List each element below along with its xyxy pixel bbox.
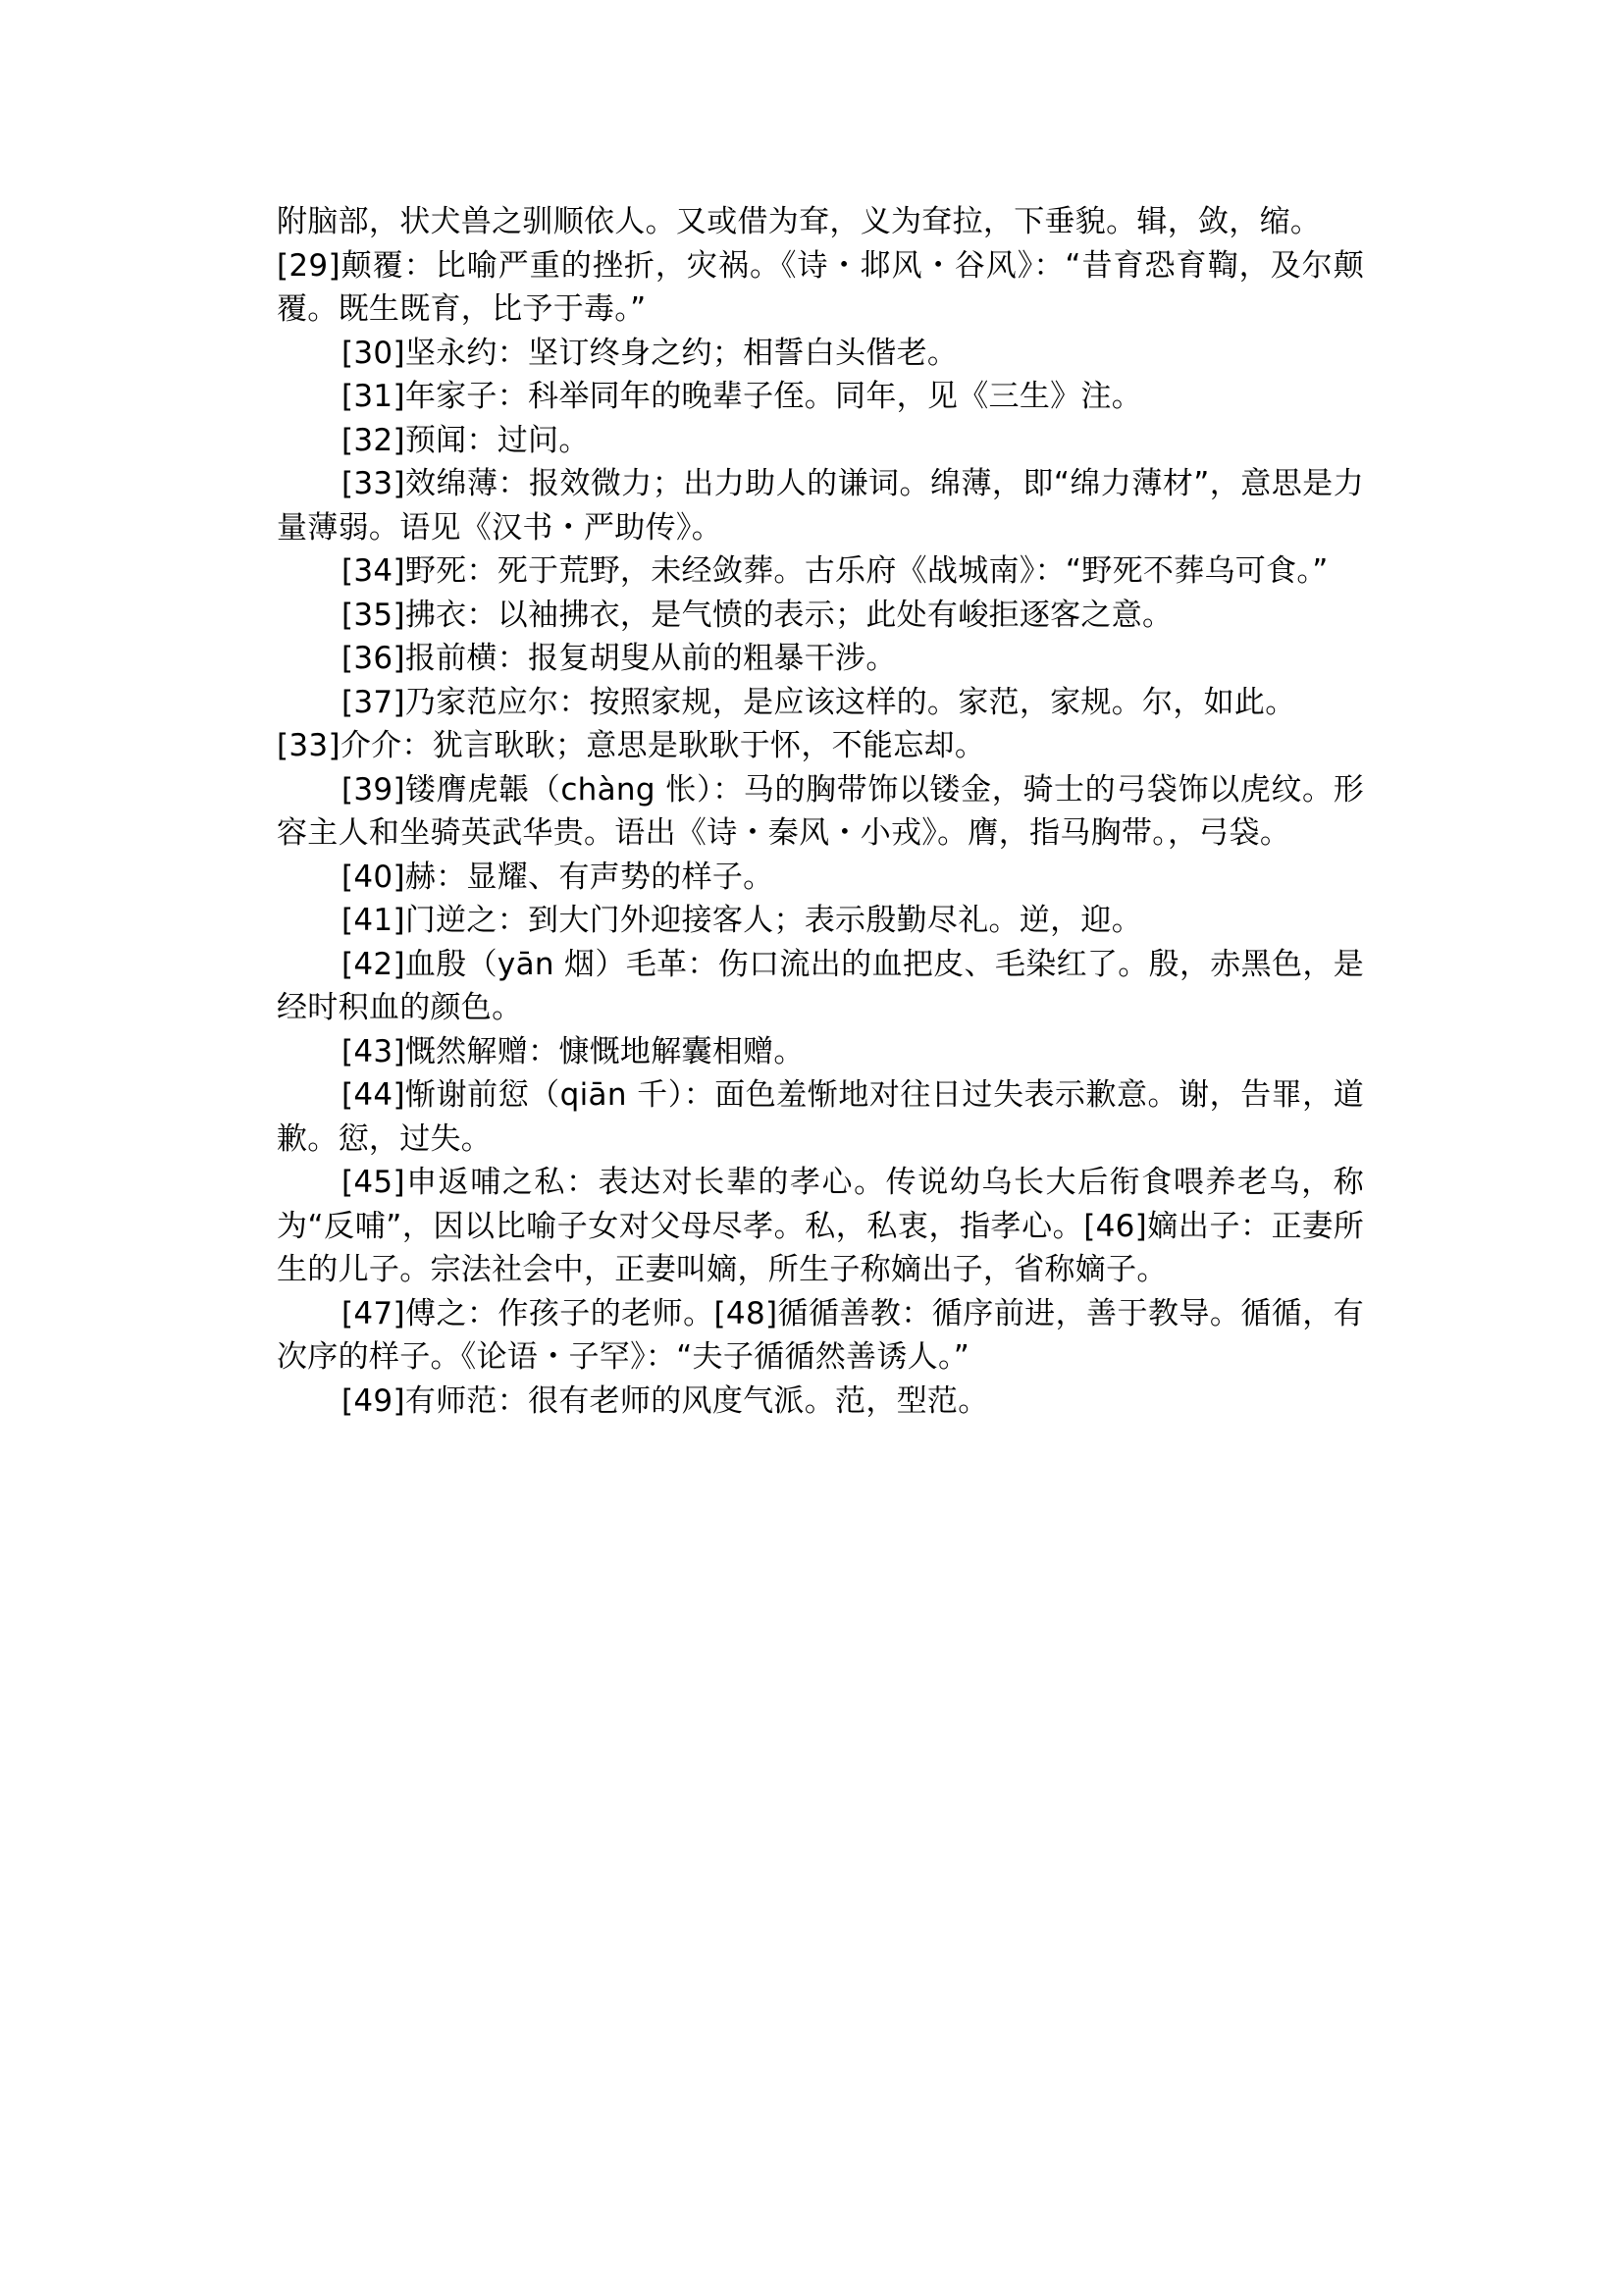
annotation-paragraph: 附脑部，状犬兽之驯顺依人。又或借为耷，义为耷拉，下垂貌。辑，敛，缩。 [277,204,1322,239]
annotation-paragraph: [40]赫：显耀、有声势的样子。 [341,859,774,895]
annotation-paragraph: [32]预闻：过问。 [341,422,590,458]
annotation-text-block [277,200,1364,1423]
annotation-paragraph: [34]野死：死于荒野，未经敛葬。古乐府《战城南》：“野死不葬乌可食。” [341,553,1329,589]
annotation-paragraph: [35]拂衣：以袖拂衣，是气愤的表示；此处有峻拒逐客之意。 [341,597,1174,633]
annotation-paragraph: [47]傅之：作孩子的老师。[48]循循善教：循序前进，善于教导。循循，有次序的样子。《论语・子罕》：“夫子循循然善诱人。” [277,1295,1364,1375]
annotation-paragraph: [33]效绵薄：报效微力；出力助人的谦词。绵薄，即“绵力薄材”，意思是力量薄弱。语见《汉书・严助传》。 [277,466,1364,546]
annotation-paragraph: [33]介介：犹言耿耿；意思是耿耿于怀，不能忘却。 [277,728,986,763]
annotation-paragraph: [45]申返哺之私：表达对长辈的孝心。传说幼乌长大后衔食喂养老乌，称为“反哺”，因以比喻子女对父母尽孝。私，私衷，指孝心。[46]嫡出子：正妻所生的儿子。宗法社会中，正妻叫嫡，所生子称嫡出子，省称嫡子。 [277,1165,1364,1287]
annotation-paragraph: [44]惭谢前愆（qiān 千）：面色羞惭地对往日过失表示歉意。谢，告罪，道歉。愆，过失。 [277,1077,1364,1157]
annotation-paragraph: [43]慨然解赠：慷慨地解囊相赠。 [341,1033,805,1069]
annotation-paragraph: [42]血殷（yān 烟）毛革：伤口流出的血把皮、毛染红了。殷，赤黑色，是经时积血的颜色。 [277,946,1364,1025]
annotation-paragraph: [39]镂膺虎韔（chàng 怅）：马的胸带饰以镂金，骑士的弓袋饰以虎纹。形容主人和坐骑英武华贵。语出《诗・秦风・小戎》。膺，指马胸带。，弓袋。 [277,771,1364,851]
annotation-paragraph: [37]乃家范应尔：按照家规，是应该这样的。家范，家规。尔，如此。 [341,684,1296,720]
annotation-paragraph: [41]门逆之：到大门外迎接客人；表示殷勤尽礼。逆，迎。 [341,903,1143,938]
annotation-paragraph: [29]颠覆：比喻严重的挫折，灾祸。《诗・邶风・谷风》：“昔育恐育鞫，及尔颠覆。既生既育，比予于毒。” [277,247,1364,327]
annotation-paragraph: [36]报前横：报复胡叟从前的粗暴干涉。 [341,641,897,676]
annotation-paragraph: [31]年家子：科举同年的晚辈子侄。同年，见《三生》注。 [341,379,1143,414]
annotation-paragraph: [49]有师范：很有老师的风度气派。范，型范。 [341,1382,989,1419]
annotation-paragraph: [30]坚永约：坚订终身之约；相誓白头偕老。 [341,335,959,371]
